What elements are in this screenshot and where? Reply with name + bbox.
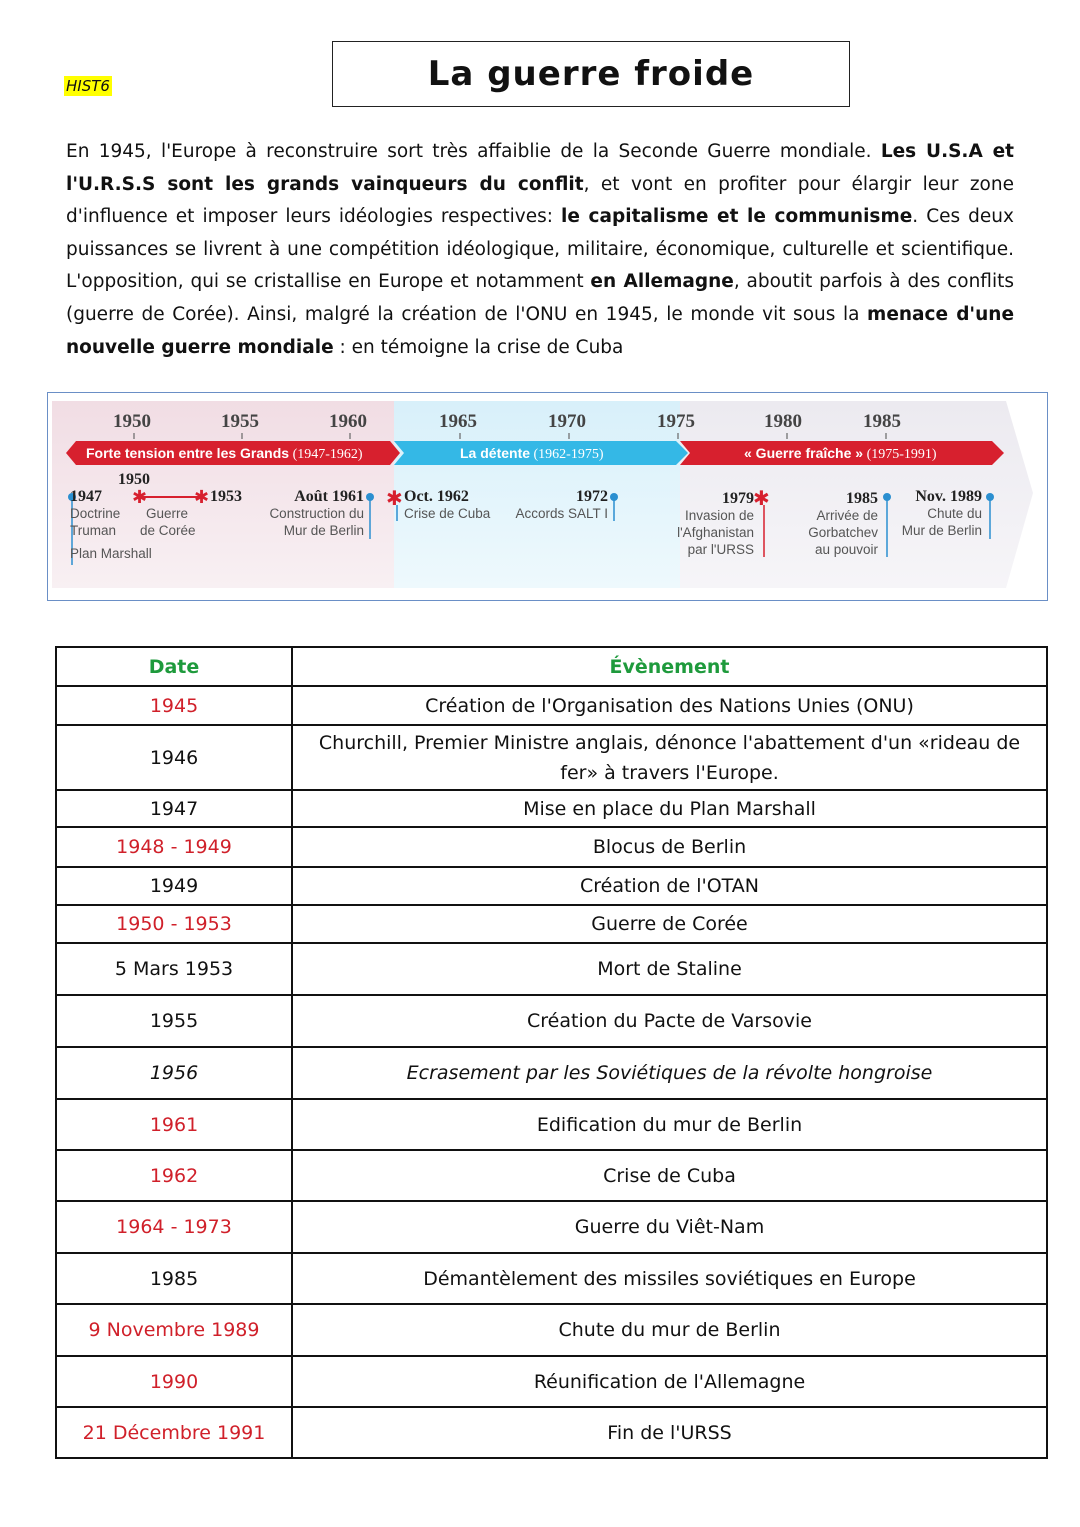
row-date: 1945: [56, 686, 292, 725]
row-date: 5 Mars 1953: [56, 943, 292, 995]
row-date: 1950 - 1953: [56, 905, 292, 943]
table-row: [56, 943, 1047, 995]
intro-text: , aboutit parfois à des conflits (guerre de Corée). Ainsi, malgré la création de l'ONU en 1945, le monde vit sous la: [66, 271, 1014, 325]
row-event: Mise en place du Plan Marshall: [292, 790, 1047, 827]
event-nov-1989: [884, 488, 982, 539]
row-event: Mort de Staline: [292, 943, 1047, 995]
table-row: [56, 1150, 1047, 1201]
row-date: 1964 - 1973: [56, 1201, 292, 1253]
table-row: [56, 1356, 1047, 1407]
event-text: Crise de Cuba: [404, 506, 491, 521]
intro-paragraph: [66, 136, 1014, 364]
row-date: 1947: [56, 790, 292, 827]
intro-text: : en témoigne la crise de Cuba: [333, 336, 624, 358]
event-text: au pouvoir: [814, 542, 878, 557]
event-text: Mur de Berlin: [283, 523, 364, 538]
row-date: 1955: [56, 995, 292, 1047]
event-date: Août 1961: [294, 488, 364, 505]
row-date: 1985: [56, 1253, 292, 1304]
event-text: Mur de Berlin: [901, 523, 982, 538]
event-text: Construction du: [269, 506, 364, 521]
table-row: [56, 1407, 1047, 1458]
table-row: [56, 686, 1047, 725]
intro-text: En 1945, l'Europe à reconstruire sort très affaiblie de la Seconde Guerre mondiale.: [66, 141, 881, 162]
intro-bold: Les U.S.A et l'U.R.S.S sont les grands vainqueurs du conflit: [66, 141, 1015, 195]
event-text: Gorbatchev: [808, 525, 878, 540]
year-label: 1985: [863, 411, 901, 432]
intro-bold: menace d'une nouvelle guerre mondiale: [66, 303, 1014, 358]
event-text: Chute du: [927, 506, 982, 521]
year-label: 1960: [329, 411, 367, 432]
row-event: Ecrasement par les Soviétiques de la révolte hongroise: [292, 1047, 1047, 1099]
row-date: 1990: [56, 1356, 292, 1407]
year-label: 1950: [113, 411, 151, 432]
events-table: [55, 646, 1048, 1459]
event-text: Plan Marshall: [70, 546, 152, 561]
event-date: 1953: [210, 488, 242, 505]
title-box: [332, 41, 850, 107]
event-date: 1985: [846, 490, 878, 507]
page-title: La guerre froide: [427, 54, 755, 94]
event-text: Truman: [70, 523, 117, 538]
event-text: de Corée: [140, 523, 196, 538]
event-aout-1961: [254, 488, 364, 539]
intro-text: , et vont en profiter pour élargir leur zone d'influence et imposer leurs idéologies respectives:: [66, 173, 1014, 228]
event-1972: [508, 488, 608, 522]
row-date: 1949: [56, 867, 292, 905]
row-event: Guerre du Viêt-Nam: [292, 1201, 1047, 1253]
table-row: [56, 905, 1047, 943]
event-text: Guerre: [146, 506, 189, 521]
row-event: Réunification de l'Allemagne: [292, 1356, 1047, 1407]
event-1950-date: 1950: [118, 471, 150, 488]
intro-bold: le capitalisme et le communisme: [561, 206, 913, 228]
event-oct-1962: [404, 488, 490, 522]
event-date: Oct. 1962: [404, 488, 469, 505]
event-date: 1972: [576, 488, 608, 505]
row-event: Création de l'OTAN: [292, 867, 1047, 905]
table-row: [56, 867, 1047, 905]
table-row: [56, 995, 1047, 1047]
band-period: (1962-1975): [530, 447, 604, 462]
intro-text: . Ces deux puissances se livrent à une compétition idéologique, militaire, économique, culturelle et scientifique. L'opposition, qui se cristallise en Europe et notamment: [66, 206, 1014, 293]
band-period: (1975-1991): [863, 447, 937, 462]
row-date: 9 Novembre 1989: [56, 1304, 292, 1356]
event-text: Invasion de: [684, 508, 754, 523]
row-event: Edification du mur de Berlin: [292, 1099, 1047, 1150]
svg-text:✱: ✱: [386, 488, 403, 510]
band-period: (1947-1962): [289, 447, 363, 462]
header-date: Date: [56, 647, 292, 686]
year-label: 1955: [221, 411, 259, 432]
row-event: Blocus de Berlin: [292, 827, 1047, 867]
event-text: Arrivée de: [816, 508, 878, 523]
row-event: Fin de l'URSS: [292, 1407, 1047, 1458]
row-event: Démantèlement des missiles soviétiques en Europe: [292, 1253, 1047, 1304]
event-1953: [210, 488, 242, 505]
intro-bold: en Allemagne: [590, 271, 734, 293]
row-date: 21 Décembre 1991: [56, 1407, 292, 1458]
event-1979: [646, 490, 754, 558]
band-label-detente: [460, 445, 604, 463]
event-text: l'Afghanistan: [677, 525, 754, 540]
row-date: 1956: [56, 1047, 292, 1099]
band-title: « Guerre fraîche »: [744, 445, 864, 461]
event-1985: [782, 490, 878, 558]
row-event: Churchill, Premier Ministre anglais, dénonce l'abattement d'un «rideau de fer» à travers l'Europe.: [292, 725, 1047, 790]
band-title: La détente: [460, 445, 531, 461]
table-row: [56, 1304, 1047, 1356]
course-tag: HIST6: [66, 77, 110, 95]
table-header-row: [56, 647, 1047, 686]
table-row: [56, 1099, 1047, 1150]
event-date: 1947: [70, 488, 102, 505]
band-label-tension: [86, 445, 363, 463]
year-label: 1970: [548, 411, 586, 432]
table-row: [56, 790, 1047, 827]
year-label: 1965: [439, 411, 477, 432]
header-event: Évènement: [292, 647, 1047, 686]
table-row: [56, 1047, 1047, 1099]
row-event: Création du Pacte de Varsovie: [292, 995, 1047, 1047]
row-event: Chute du mur de Berlin: [292, 1304, 1047, 1356]
row-date: 1961: [56, 1099, 292, 1150]
row-date: 1946: [56, 725, 292, 790]
table-row: [56, 1201, 1047, 1253]
row-event: Crise de Cuba: [292, 1150, 1047, 1201]
svg-text:✱: ✱: [132, 487, 148, 507]
row-date: 1948 - 1949: [56, 827, 292, 867]
year-label: 1975: [657, 411, 695, 432]
svg-text:✱: ✱: [753, 488, 770, 510]
row-event: Guerre de Corée: [292, 905, 1047, 943]
table-row: [56, 725, 1047, 790]
event-text: Doctrine: [70, 506, 121, 521]
table-row: [56, 1253, 1047, 1304]
event-text: Accords SALT I: [515, 506, 608, 521]
svg-text:✱: ✱: [194, 487, 210, 507]
event-date: Nov. 1989: [915, 488, 982, 505]
band-label-guerre-fraiche: [744, 445, 937, 463]
timeline: [47, 392, 1048, 601]
event-text: par l'URSS: [687, 542, 754, 557]
table-row: [56, 827, 1047, 867]
row-date: 1962: [56, 1150, 292, 1201]
event-date: 1979: [722, 490, 754, 507]
row-event: Création de l'Organisation des Nations Unies (ONU): [292, 686, 1047, 725]
event-1950: [140, 505, 196, 539]
year-label: 1980: [764, 411, 802, 432]
band-title: Forte tension entre les Grands: [86, 445, 290, 461]
